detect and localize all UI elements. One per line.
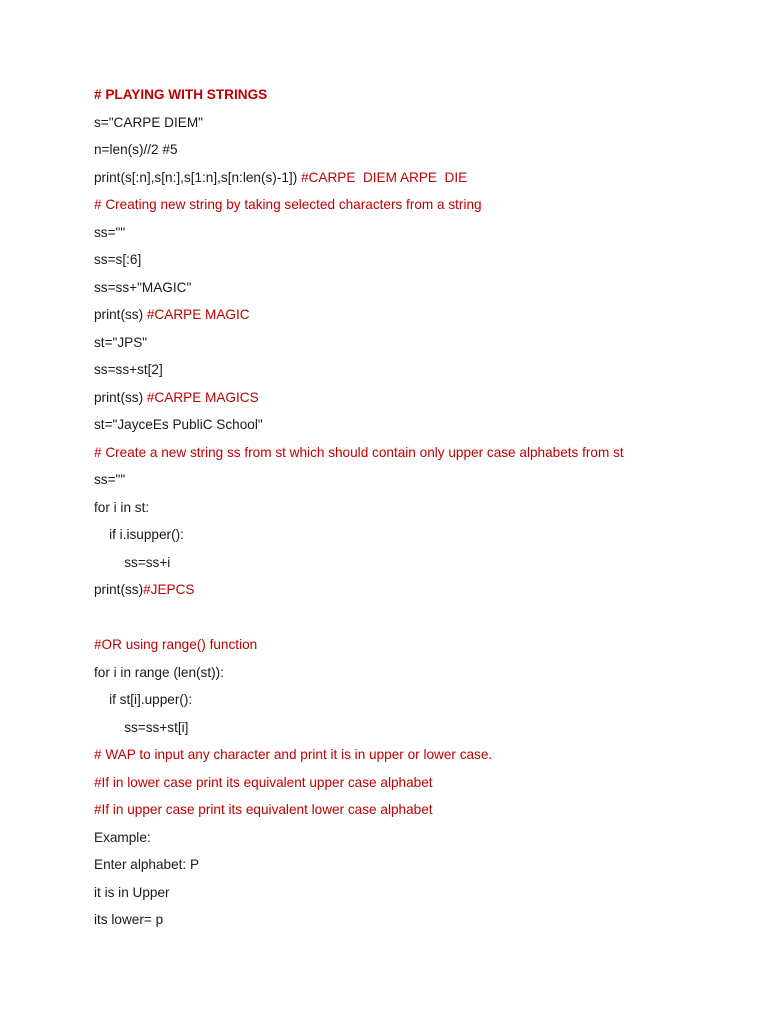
text-line [94, 769, 728, 797]
text-line [94, 136, 728, 164]
code-segment: st="JayceEs PubliC School" [94, 417, 263, 432]
comment-segment: # WAP to input any character and print it is in upper or lower case. [94, 747, 493, 762]
code-segment: for i in st: [94, 499, 150, 515]
text-line [94, 741, 728, 769]
text-line [94, 686, 728, 714]
text-line [94, 246, 728, 274]
comment-segment: #CARPE MAGICS [146, 389, 259, 405]
comment-segment: #CARPE DIEM ARPE DIE [301, 169, 468, 185]
code-segment: ss=ss+"MAGIC" [94, 279, 192, 295]
comment-segment: #CARPE MAGIC [146, 307, 250, 322]
code-segment: print(ss) [94, 389, 147, 405]
comment-segment: # PLAYING WITH STRINGS [94, 87, 268, 102]
text-line [94, 879, 728, 907]
text-line [94, 81, 728, 109]
text-line [94, 906, 728, 934]
text-line [94, 274, 728, 302]
code-segment: ss=ss+st[i] [94, 719, 189, 735]
code-segment: n=len(s)//2 #5 [94, 142, 178, 157]
comment-segment: #OR using range() function [94, 637, 258, 652]
text-line [94, 549, 728, 577]
code-segment: st="JPS" [94, 334, 148, 350]
code-segment: s="CARPE DIEM" [94, 114, 203, 130]
text-line [94, 494, 728, 522]
text-line [94, 659, 728, 687]
text-line [94, 164, 728, 192]
text-line [94, 219, 728, 247]
code-segment: print(s[:n],s[n:],s[1:n],s[n:len(s)-1]) [94, 169, 301, 185]
text-line [94, 191, 728, 219]
text-line [94, 384, 728, 412]
code-segment: ss=s[:6] [94, 252, 142, 267]
code-segment: if st[i].upper(): [94, 692, 193, 707]
text-line [94, 466, 728, 494]
comment-segment: #JEPCS [143, 582, 195, 597]
text-line [94, 796, 728, 824]
code-segment: if i.isupper(): [94, 527, 184, 542]
code-segment: ss="" [94, 472, 126, 487]
comment-segment: #If in upper case print its equivalent lower case alphabet [94, 802, 433, 817]
blank-line [94, 604, 728, 632]
text-line [94, 631, 728, 659]
text-line [94, 851, 728, 879]
comment-segment: # Create a new string ss from st which should contain only upper case alphabets from st [94, 444, 624, 460]
text-line [94, 714, 728, 742]
code-segment: Example: [94, 829, 151, 845]
code-segment: ss="" [94, 224, 126, 240]
code-segment: ss=ss+i [94, 554, 171, 570]
text-line [94, 356, 728, 384]
code-segment: ss=ss+st[2] [94, 362, 163, 377]
text-line [94, 439, 728, 467]
code-segment: its lower= p [94, 912, 164, 927]
code-notes-block [94, 81, 728, 934]
code-segment: it is in Upper [94, 884, 170, 900]
text-line [94, 824, 728, 852]
text-line [94, 301, 728, 329]
comment-segment: #If in lower case print its equivalent upper case alphabet [94, 774, 433, 790]
code-segment: Enter alphabet: P [94, 857, 200, 872]
code-segment: print(ss) [94, 307, 147, 322]
comment-segment: # Creating new string by taking selected characters from a string [94, 197, 482, 212]
code-segment: print(ss) [94, 582, 144, 597]
text-line [94, 521, 728, 549]
code-segment: for i in range (len(st)): [94, 664, 224, 680]
text-line [94, 576, 728, 604]
text-line [94, 109, 728, 137]
text-line [94, 329, 728, 357]
text-line [94, 411, 728, 439]
